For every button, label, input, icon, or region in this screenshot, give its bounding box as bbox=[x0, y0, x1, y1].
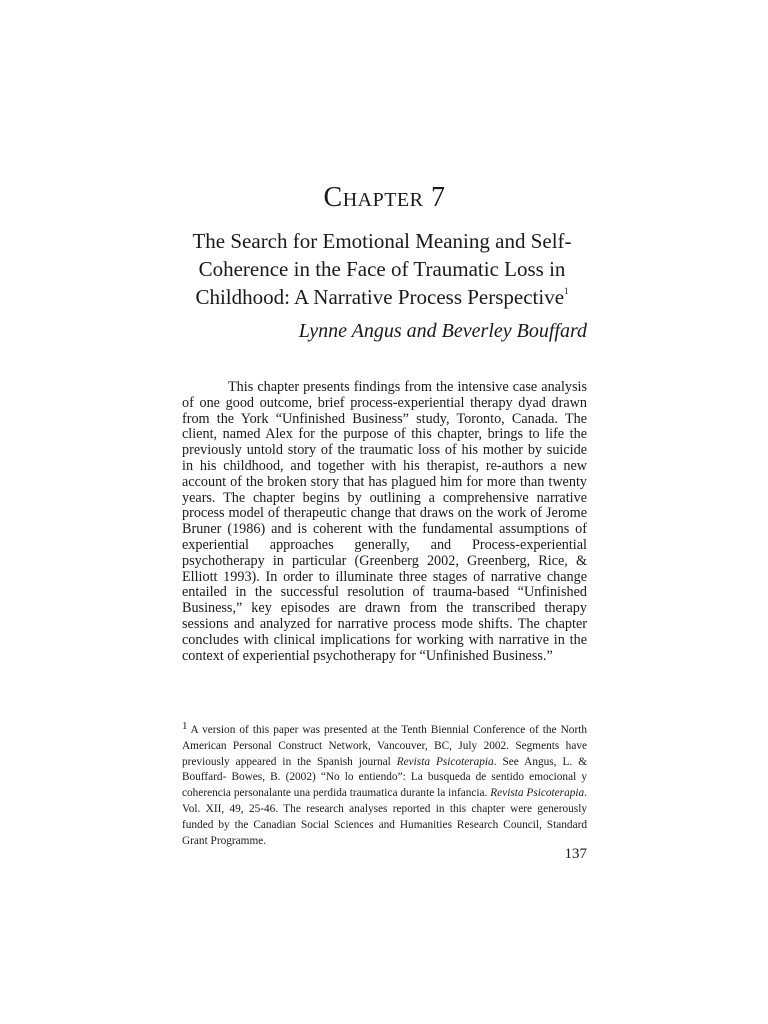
title-line-2: Coherence in the Face of Traumatic Loss in bbox=[198, 257, 566, 281]
footnote-journal-title-2: Revista Psicoterapia bbox=[490, 787, 585, 800]
footnote-text-part1: A version of this paper was presented at the Tenth Biennial Conference of the North American Personal Construct Network, Vancouver, BC, July 2002. Segments have previously appeared in the Spanish journal bbox=[182, 724, 587, 768]
authors-byline: Lynne Angus and Beverley Bouffard bbox=[298, 320, 587, 342]
abstract-paragraph bbox=[182, 380, 587, 664]
title-line-3-wrapper bbox=[176, 283, 588, 311]
chapter-heading bbox=[182, 180, 587, 218]
footnote-mark: 1 bbox=[182, 720, 188, 732]
title-line-3: Childhood: A Narrative Process Perspective bbox=[195, 285, 565, 309]
footnote-text-part2: . See Angus, L. & Bouffard- Bowes, B. (2002) “No lo entiendo”: La busqueda de sentido emocional y coherencia personalante una perdida traumatica durante la infancia. bbox=[182, 755, 587, 800]
chapter-label-initial: C bbox=[323, 182, 343, 213]
title-footnote-ref: 1 bbox=[564, 286, 569, 296]
footnote-journal-title-1: Revista Psicoterapia bbox=[396, 755, 494, 768]
page-number: 137 bbox=[564, 846, 587, 862]
chapter-title bbox=[176, 227, 588, 311]
chapter-label-smallcaps: HAPTER bbox=[342, 189, 424, 211]
chapter-number: 7 bbox=[430, 182, 446, 213]
footnote-text-part3: . Vol. XII, 49, 25-46. The research analyses reported in this chapter were generously funded by the Canadian Social Sciences and Humanities Research Council, Standard Grant Programme. bbox=[182, 787, 587, 847]
title-line-1: The Search for Emotional Meaning and Self- bbox=[192, 229, 572, 253]
footnote bbox=[182, 720, 587, 849]
abstract-text: This chapter presents findings from the intensive case analysis of one good outcome, brief process-experiential therapy dyad drawn from the York “Unfinished Business” study, Toronto, Canada. The client, named Alex for the purpose of this chapter, brings to life the previously untold story of the traumatic loss of his mother by suicide in his childhood, and together with his therapist, re-authors a new account of the broken story that has plagued him for more than twenty years. The chapter begins by outlining a comprehensive narrative process model of therapeutic change that draws on the work of Jerome Bruner (1986) and is coherent with the fundamental assumptions of experiential approaches generally, and Process-experiential psychotherapy in particular (Greenberg 2002, Greenberg, Rice, & Elliott 1993). In order to illuminate three stages of narrative change entailed in the successful resolution of trauma-based “Unfinished Business,” key episodes are drawn from the transcribed therapy sessions and analyzed for narrative process mode shifts. The chapter concludes with clinical implications for working with narrative in the context of experiential psychotherapy for “Unfinished Business.” bbox=[182, 379, 587, 664]
